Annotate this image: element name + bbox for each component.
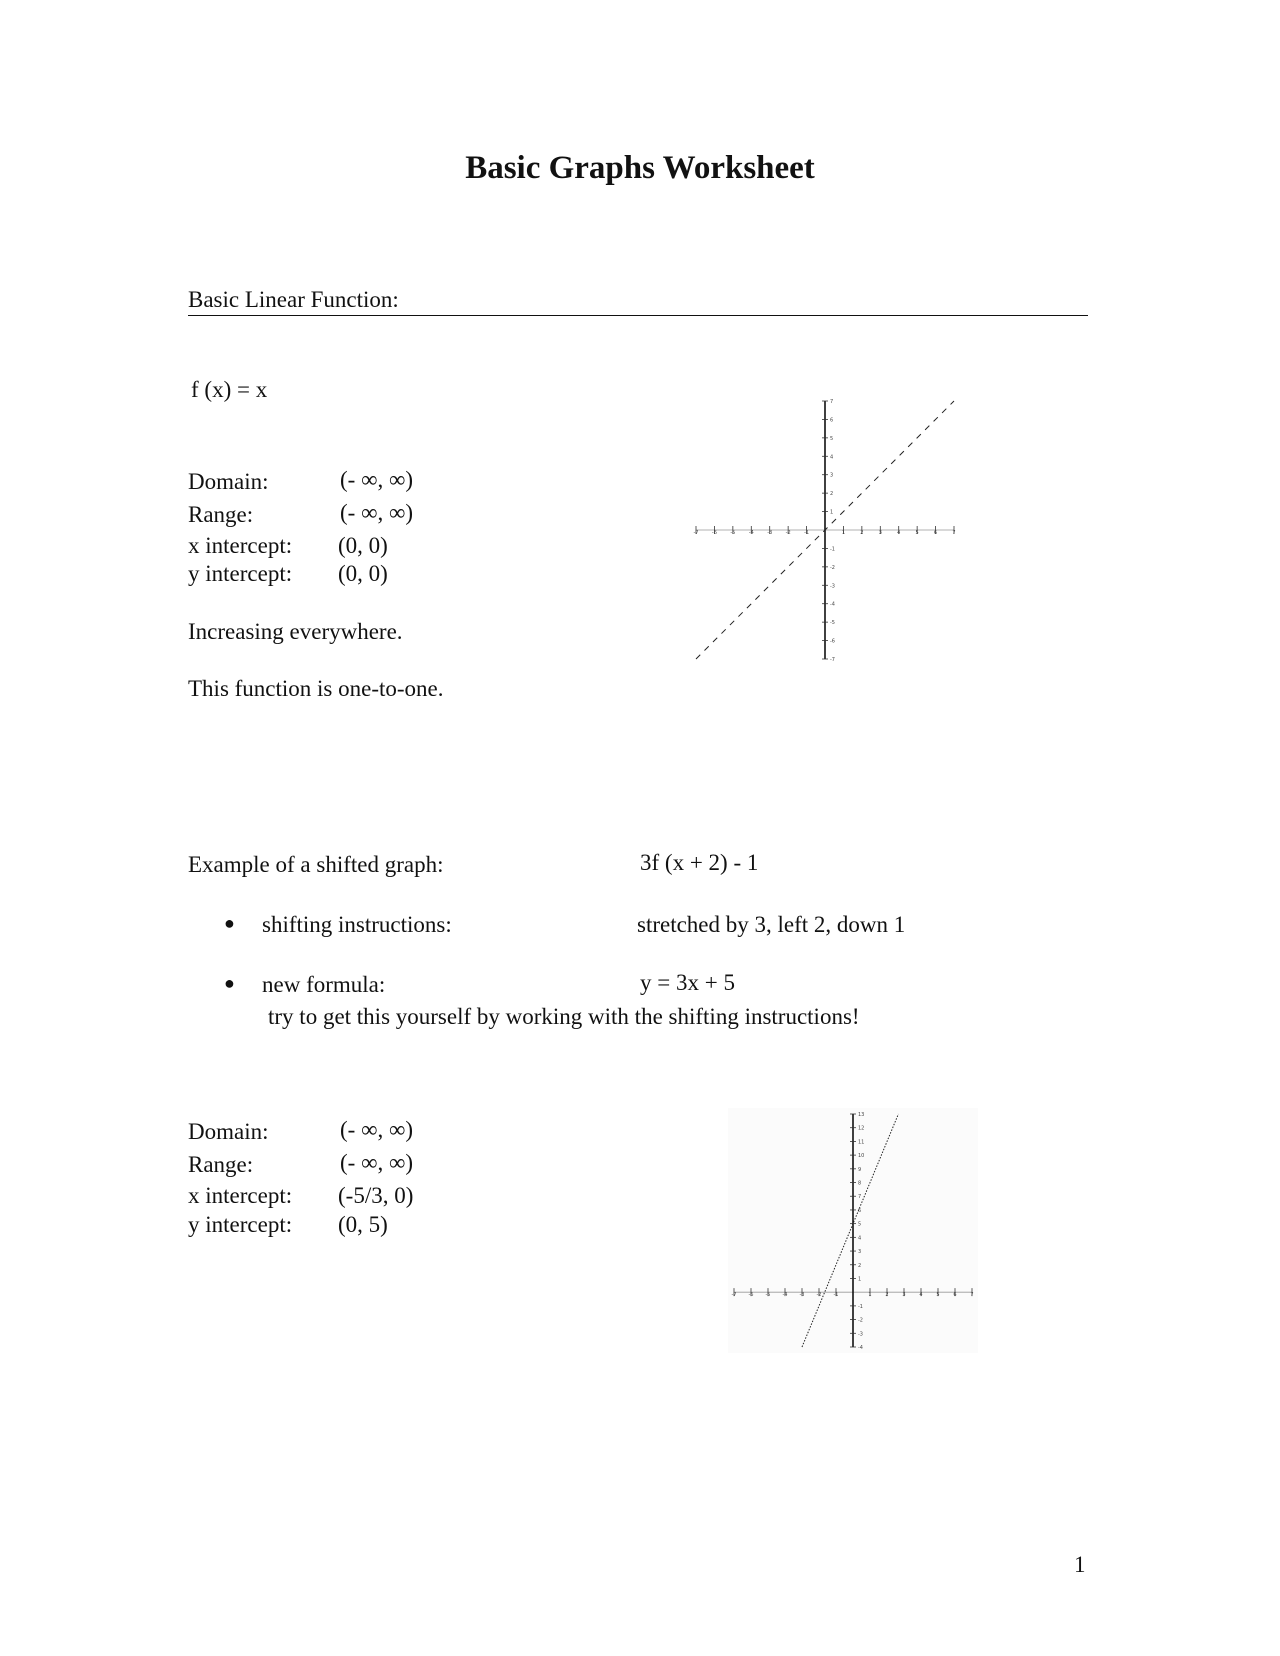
range-label: Range: xyxy=(188,502,254,527)
domain-value: (- ∞, ∞) xyxy=(340,467,414,492)
page-number: 1 xyxy=(1074,1552,1086,1577)
y-tick-label: -1 xyxy=(830,546,835,553)
shifting-instructions-value: stretched by 3, left 2, down 1 xyxy=(637,912,906,937)
y-tick-label: 7 xyxy=(830,399,834,405)
x-tick-label: -2 xyxy=(816,1292,822,1299)
x-tick-label: 3 xyxy=(878,530,882,536)
y-tick-label: 12 xyxy=(858,1125,865,1132)
x-intercept-value: (0, 0) xyxy=(338,533,388,558)
bullet-icon: ● xyxy=(224,913,235,933)
x-tick-label: -1 xyxy=(833,1292,839,1299)
x-tick-label: -6 xyxy=(711,530,717,536)
x-tick-label: -3 xyxy=(799,1292,805,1299)
y-tick-label: -5 xyxy=(830,620,835,627)
y-intercept-value: (0, 5) xyxy=(338,1212,388,1237)
one-to-one-note: This function is one-to-one. xyxy=(188,676,444,701)
range-value: (- ∞, ∞) xyxy=(340,1150,414,1175)
function-formula: f (x) = x xyxy=(191,377,268,402)
y-tick-label: -1 xyxy=(858,1303,863,1310)
x-tick-label: -4 xyxy=(748,530,754,536)
x-tick-label: 3 xyxy=(902,1292,906,1299)
y-tick-label: -6 xyxy=(830,638,835,645)
section-heading-shifted: Example of a shifted graph: xyxy=(188,852,444,877)
x-tick-label: -5 xyxy=(765,1292,771,1299)
y-tick-label: -7 xyxy=(830,657,835,663)
x-tick-label: -4 xyxy=(782,1292,788,1299)
y-tick-label: 8 xyxy=(858,1180,862,1187)
y-tick-label: -4 xyxy=(830,601,835,608)
y-tick-label: 6 xyxy=(858,1207,862,1214)
y-tick-label: 1 xyxy=(830,509,834,516)
domain-label: Domain: xyxy=(188,1119,269,1144)
y-tick-label: 2 xyxy=(858,1262,862,1269)
range-label: Range: xyxy=(188,1152,254,1177)
page-title: Basic Graphs Worksheet xyxy=(465,150,815,186)
y-tick-label: 3 xyxy=(830,472,834,479)
shifting-instructions-label: shifting instructions: xyxy=(262,912,452,937)
linear-function-graph xyxy=(690,395,960,665)
x-tick-label: 4 xyxy=(897,530,901,536)
x-tick-label: 5 xyxy=(936,1292,940,1299)
y-tick-label: 4 xyxy=(830,454,834,461)
section-heading-linear: Basic Linear Function: xyxy=(188,287,399,312)
x-tick-label: 5 xyxy=(915,530,919,536)
y-tick-label: -3 xyxy=(830,583,835,590)
y-tick-label: 1 xyxy=(858,1276,862,1283)
x-tick-label: 4 xyxy=(919,1292,923,1299)
x-tick-label: 2 xyxy=(860,530,864,536)
x-tick-label: -1 xyxy=(804,530,810,536)
y-intercept-label: y intercept: xyxy=(188,561,293,586)
x-tick-label: -7 xyxy=(731,1292,737,1299)
y-tick-label: 5 xyxy=(830,435,834,442)
domain-label: Domain: xyxy=(188,469,269,494)
y-tick-label: -2 xyxy=(830,564,835,571)
y-tick-label: 11 xyxy=(858,1139,865,1146)
x-tick-label: -5 xyxy=(730,530,736,536)
shifted-function-graph xyxy=(728,1108,978,1353)
x-tick-label: -2 xyxy=(785,530,791,536)
y-intercept-label: y intercept: xyxy=(188,1212,293,1237)
new-formula-value: y = 3x + 5 xyxy=(640,970,735,995)
shifted-expression: 3f (x + 2) - 1 xyxy=(640,850,759,875)
y-tick-label: 5 xyxy=(858,1221,862,1228)
x-intercept-label: x intercept: xyxy=(188,1183,293,1208)
x-tick-label: 2 xyxy=(885,1292,889,1299)
x-tick-label: -6 xyxy=(748,1292,754,1299)
y-tick-label: 7 xyxy=(858,1194,862,1201)
y-tick-label: 10 xyxy=(858,1153,865,1160)
x-tick-label: -7 xyxy=(693,530,699,536)
y-tick-label: 4 xyxy=(858,1235,862,1242)
x-intercept-value: (-5/3, 0) xyxy=(338,1183,414,1208)
range-value: (- ∞, ∞) xyxy=(340,500,414,525)
y-tick-label: 9 xyxy=(858,1166,862,1173)
y-tick-label: -4 xyxy=(858,1345,863,1351)
heading-underline xyxy=(188,315,1088,316)
formula-tip: try to get this yourself by working with the shifting instructions! xyxy=(268,1004,860,1029)
x-tick-label: 1 xyxy=(868,1292,872,1299)
domain-value: (- ∞, ∞) xyxy=(340,1117,414,1142)
y-tick-label: -2 xyxy=(858,1317,863,1324)
increasing-note: Increasing everywhere. xyxy=(188,619,403,644)
x-tick-label: 7 xyxy=(970,1292,974,1299)
y-tick-label: 3 xyxy=(858,1249,862,1256)
y-tick-label: 6 xyxy=(830,417,834,424)
bullet-icon: ● xyxy=(224,973,235,993)
new-formula-label: new formula: xyxy=(262,972,386,997)
y-tick-label: 2 xyxy=(830,491,834,498)
x-tick-label: 1 xyxy=(841,530,846,536)
x-tick-label: 6 xyxy=(953,1292,957,1299)
y-tick-label: -3 xyxy=(858,1331,863,1338)
x-tick-label: -3 xyxy=(767,530,773,536)
x-tick-label: 7 xyxy=(952,530,956,536)
x-tick-label: 6 xyxy=(933,530,938,536)
y-tick-label: 13 xyxy=(858,1112,865,1118)
y-intercept-value: (0, 0) xyxy=(338,561,388,586)
x-intercept-label: x intercept: xyxy=(188,533,293,558)
